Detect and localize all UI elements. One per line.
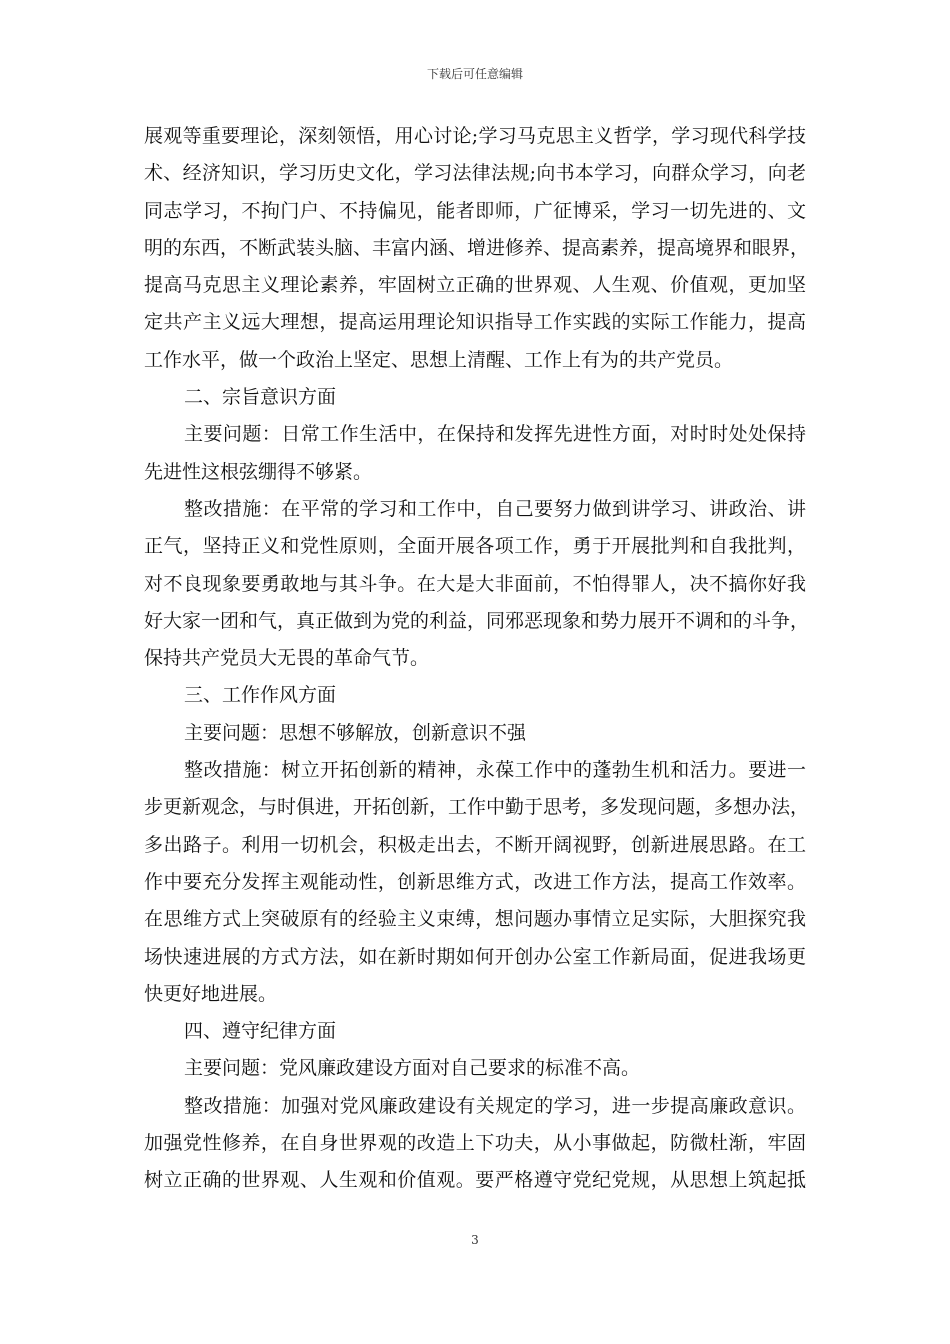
paragraph-line: 树立正确的世界观、人生观和价值观。要严格遵守党纪党规，从思想上筑起抵 — [144, 1169, 806, 1192]
paragraph-line: 作中要充分发挥主观能动性，创新思维方式，改进工作方法，提高工作效率。 — [144, 870, 806, 893]
paragraph-first-line: 整改措施：在平常的学习和工作中，自己要努力做到讲学习、讲政治、讲 — [184, 497, 806, 520]
paragraph-first-line: 四、遵守纪律方面 — [184, 1020, 337, 1043]
page-number: 3 — [471, 1233, 479, 1247]
paragraph-first-line: 整改措施：树立开拓创新的精神，永葆工作中的蓬勃生机和活力。要进一 — [184, 759, 806, 782]
paragraph-line: 工作水平，做一个政治上坚定、思想上清醒、工作上有为的共产党员。 — [144, 348, 734, 371]
paragraph-line: 好大家一团和气，真正做到为党的利益，同邪恶现象和势力展开不调和的斗争， — [144, 609, 810, 632]
paragraph-first-line: 主要问题：思想不够解放，创新意识不强 — [184, 721, 527, 744]
paragraph-first-line: 整改措施：加强对党风廉政建设有关规定的学习，进一步提高廉政意识。 — [184, 1094, 806, 1117]
paragraph-line: 提高马克思主义理论素养，牢固树立正确的世界观、人生观、价值观，更加坚 — [144, 274, 806, 297]
paragraph-line: 正气，坚持正义和党性原则，全面开展各项工作，勇于开展批判和自我批判， — [144, 535, 806, 558]
paragraph-line: 快更好地进展。 — [144, 982, 278, 1005]
paragraph-first-line: 主要问题：党风廉政建设方面对自己要求的标准不高。 — [184, 1057, 641, 1080]
paragraph-line: 先进性这根弦绷得不够紧。 — [144, 460, 373, 483]
paragraph-first-line: 三、工作作风方面 — [184, 684, 337, 707]
paragraph-first-line: 二、宗旨意识方面 — [184, 386, 337, 409]
document-body — [144, 118, 810, 1200]
paragraph-line: 对不良现象要勇敢地与其斗争。在大是大非面前，不怕得罪人，决不搞你好我 — [144, 572, 806, 595]
paragraph-first-line: 主要问题：日常工作生活中，在保持和发挥先进性方面，对时时处处保持 — [184, 423, 806, 446]
paragraph-line: 保持共产党员大无畏的革命气节。 — [144, 647, 430, 670]
paragraph-line: 多出路子。利用一切机会，积极走出去，不断开阔视野，创新进展思路。在工 — [144, 833, 806, 856]
paragraph-line: 术、经济知识，学习历史文化，学习法律法规;向书本学习，向群众学习，向老 — [144, 162, 806, 185]
paragraph-line: 同志学习，不拘门户、不持偏见，能者即师，广征博采，学习一切先进的、文 — [144, 199, 806, 222]
paragraph-line: 场快速进展的方式方法，如在新时期如何开创办公室工作新局面，促进我场更 — [144, 945, 806, 968]
page-header: 下载后可任意编辑 — [426, 67, 523, 81]
paragraph-line: 步更新观念，与时俱进，开拓创新，工作中勤于思考，多发现问题，多想办法， — [144, 796, 810, 819]
paragraph-line: 在思维方式上突破原有的经验主义束缚，想问题办事情立足实际，大胆探究我 — [144, 908, 806, 931]
paragraph-line: 明的东西，不断武装头脑、丰富内涵、增进修养、提高素养，提高境界和眼界， — [144, 236, 810, 259]
paragraph-line: 加强党性修养，在自身世界观的改造上下功夫，从小事做起，防微杜渐，牢固 — [144, 1132, 806, 1155]
paragraph-line: 定共产主义远大理想，提高运用理论知识指导工作实践的实际工作能力，提高 — [144, 311, 806, 334]
paragraph-line: 展观等重要理论，深刻领悟，用心讨论;学习马克思主义哲学，学习现代科学技 — [144, 125, 806, 147]
